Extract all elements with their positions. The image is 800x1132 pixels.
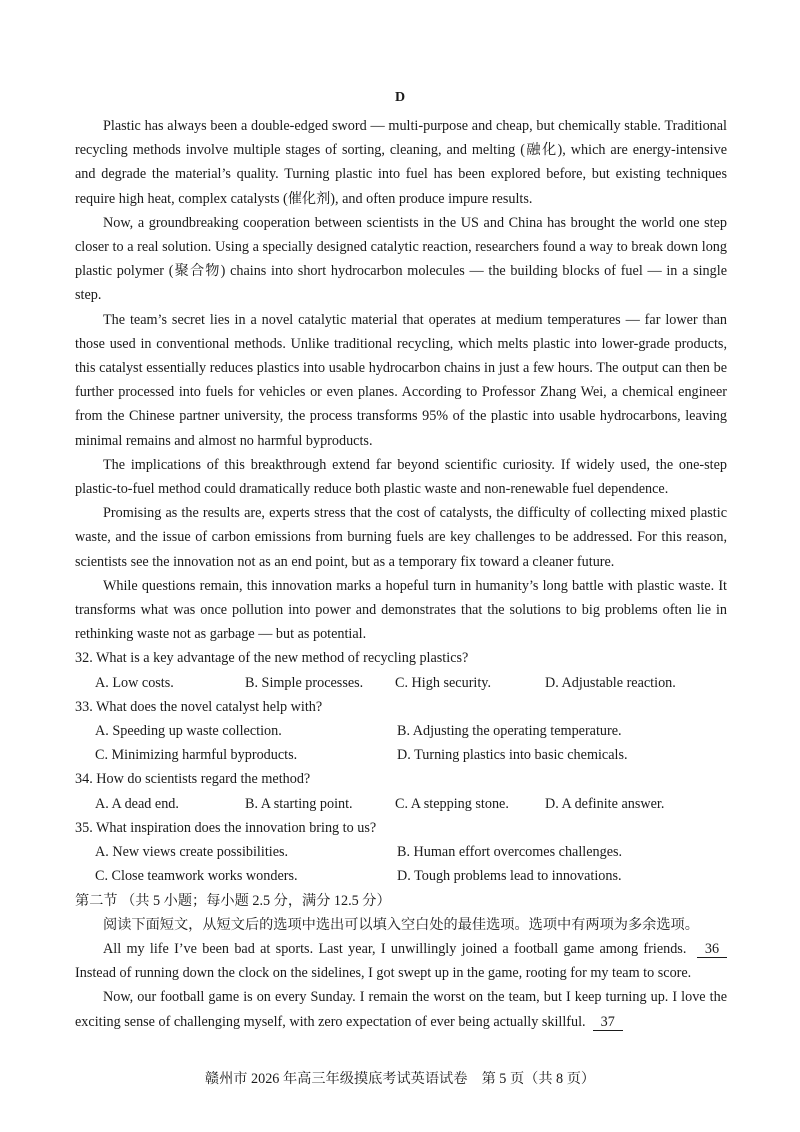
option: C. A stepping stone. [395,795,509,812]
option: B. Adjusting the operating temperature. [397,723,622,740]
question-33: 33. What does the novel catalyst help with? [75,698,323,715]
cloze-paragraph [75,937,727,985]
paragraph: Promising as the results are, experts stress that the cost of catalysts, the difficulty of collecting mixed plastic waste, and the issue of carbon emissions from burning fuels are key challenges to be addressed. For this reason, scientists see the innovation not as an end point, but as a temporary fix toward a cleaner future. [75,505,727,570]
option: A. Low costs. [95,674,174,691]
question-32: 32. What is a key advantage of the new method of recycling plastics? [75,650,469,667]
passage-body [75,114,727,1034]
option: D. Adjustable reaction. [545,674,676,691]
question-34: 34. How do scientists regard the method? [75,771,311,788]
paragraph: While questions remain, this innovation marks a hopeful turn in humanity’s long battle with plastic waste. It transforms what was once pollution into power and demonstrates that the solutions to big problems often lie in rethinking waste not as garbage — but as potential. [75,577,727,643]
passage-heading: D [394,90,406,105]
paragraph: Now, a groundbreaking cooperation between scientists in the US and China has brought the world one step closer to a real solution. Using a specially designed catalytic reaction, researchers found a way to break down long plastic polymer (聚合物) chains into short hydrocarbon molecules — the building blocks of fuel — in a single step. [75,214,727,304]
option: A. A dead end. [95,795,179,812]
options-32 [75,671,727,695]
cloze-text: Now, our football game is on every Sunday. I remain the worst on the team, but I keep turning up. I love the exciting sense of challenging myself, with zero expectation of ever being actually skillful. [75,989,727,1030]
paragraph: The team’s secret lies in a novel catalytic material that operates at medium temperatures — far lower than those used in conventional methods. Unlike traditional recycling, which melts plastic into lower-grade products, this catalyst essentially reduces plastics into usable hydrocarbon chains in just a few hours. The output can then be further processed into fuels for vehicles or even planes. According to Professor Zhang Wei, a chemical engineer from the Chinese partner university, the process transforms 95% of the plastic into usable hydrocarbons, leaving minimal remains and almost no harmful byproducts. [75,311,727,449]
blank-37: 37 [593,1014,623,1031]
option: C. Close teamwork works wonders. [95,868,298,885]
option: D. A definite answer. [545,795,665,812]
blank-36: 36 [697,941,727,958]
cloze-text: All my life I’ve been bad at sports. Last year, I unwillingly joined a football game among friends. [103,940,687,957]
question-35: 35. What inspiration does the innovation bring to us? [75,819,377,836]
options-34 [75,792,727,816]
option: B. A starting point. [245,795,353,812]
option: C. High security. [395,674,492,691]
options-33-row2 [75,743,727,767]
options-33-row1 [75,719,727,743]
option: D. Tough problems lead to innovations. [397,868,622,885]
option: A. Speeding up waste collection. [95,723,282,740]
paragraph: The implications of this breakthrough extend far beyond scientific curiosity. If widely used, the one-step plastic-to-fuel method could dramatically reduce both plastic waste and non-renewable fuel dependence. [75,456,727,498]
page-footer: 赣州市 2026 年高三年级摸底考试英语试卷 第 5 页（共 8 页） [204,1071,596,1087]
options-35-row1 [75,840,727,864]
option: A. New views create possibilities. [95,844,289,861]
option: D. Turning plastics into basic chemicals. [397,747,628,764]
cloze-text: Instead of running down the clock on the sidelines, I got swept up in the game, rooting for my team to score. [75,965,692,982]
options-35-row2 [75,864,727,888]
cloze-paragraph [75,985,727,1033]
option: B. Human effort overcomes challenges. [397,844,623,861]
option: C. Minimizing harmful byproducts. [95,747,298,764]
section-instruction: 阅读下面短文，从短文后的选项中选出可以填入空白处的最佳选项。选项中有两项为多余选项。 [103,916,699,933]
option: B. Simple processes. [245,674,364,691]
section-title: 第二节 （共 5 小题；每小题 2.5 分，满分 12.5 分） [75,892,391,909]
paragraph: Plastic has always been a double-edged sword — multi-purpose and cheap, but chemically stable. Traditional recycling methods involve multiple stages of sorting, cleaning, and melting (融化), which are energy-intensive and degrade the material’s quality. Turning plastic into fuel has been explored before, but existing techniques require high heat, complex catalysts (催化剂), and often produce impure results. [75,118,727,207]
